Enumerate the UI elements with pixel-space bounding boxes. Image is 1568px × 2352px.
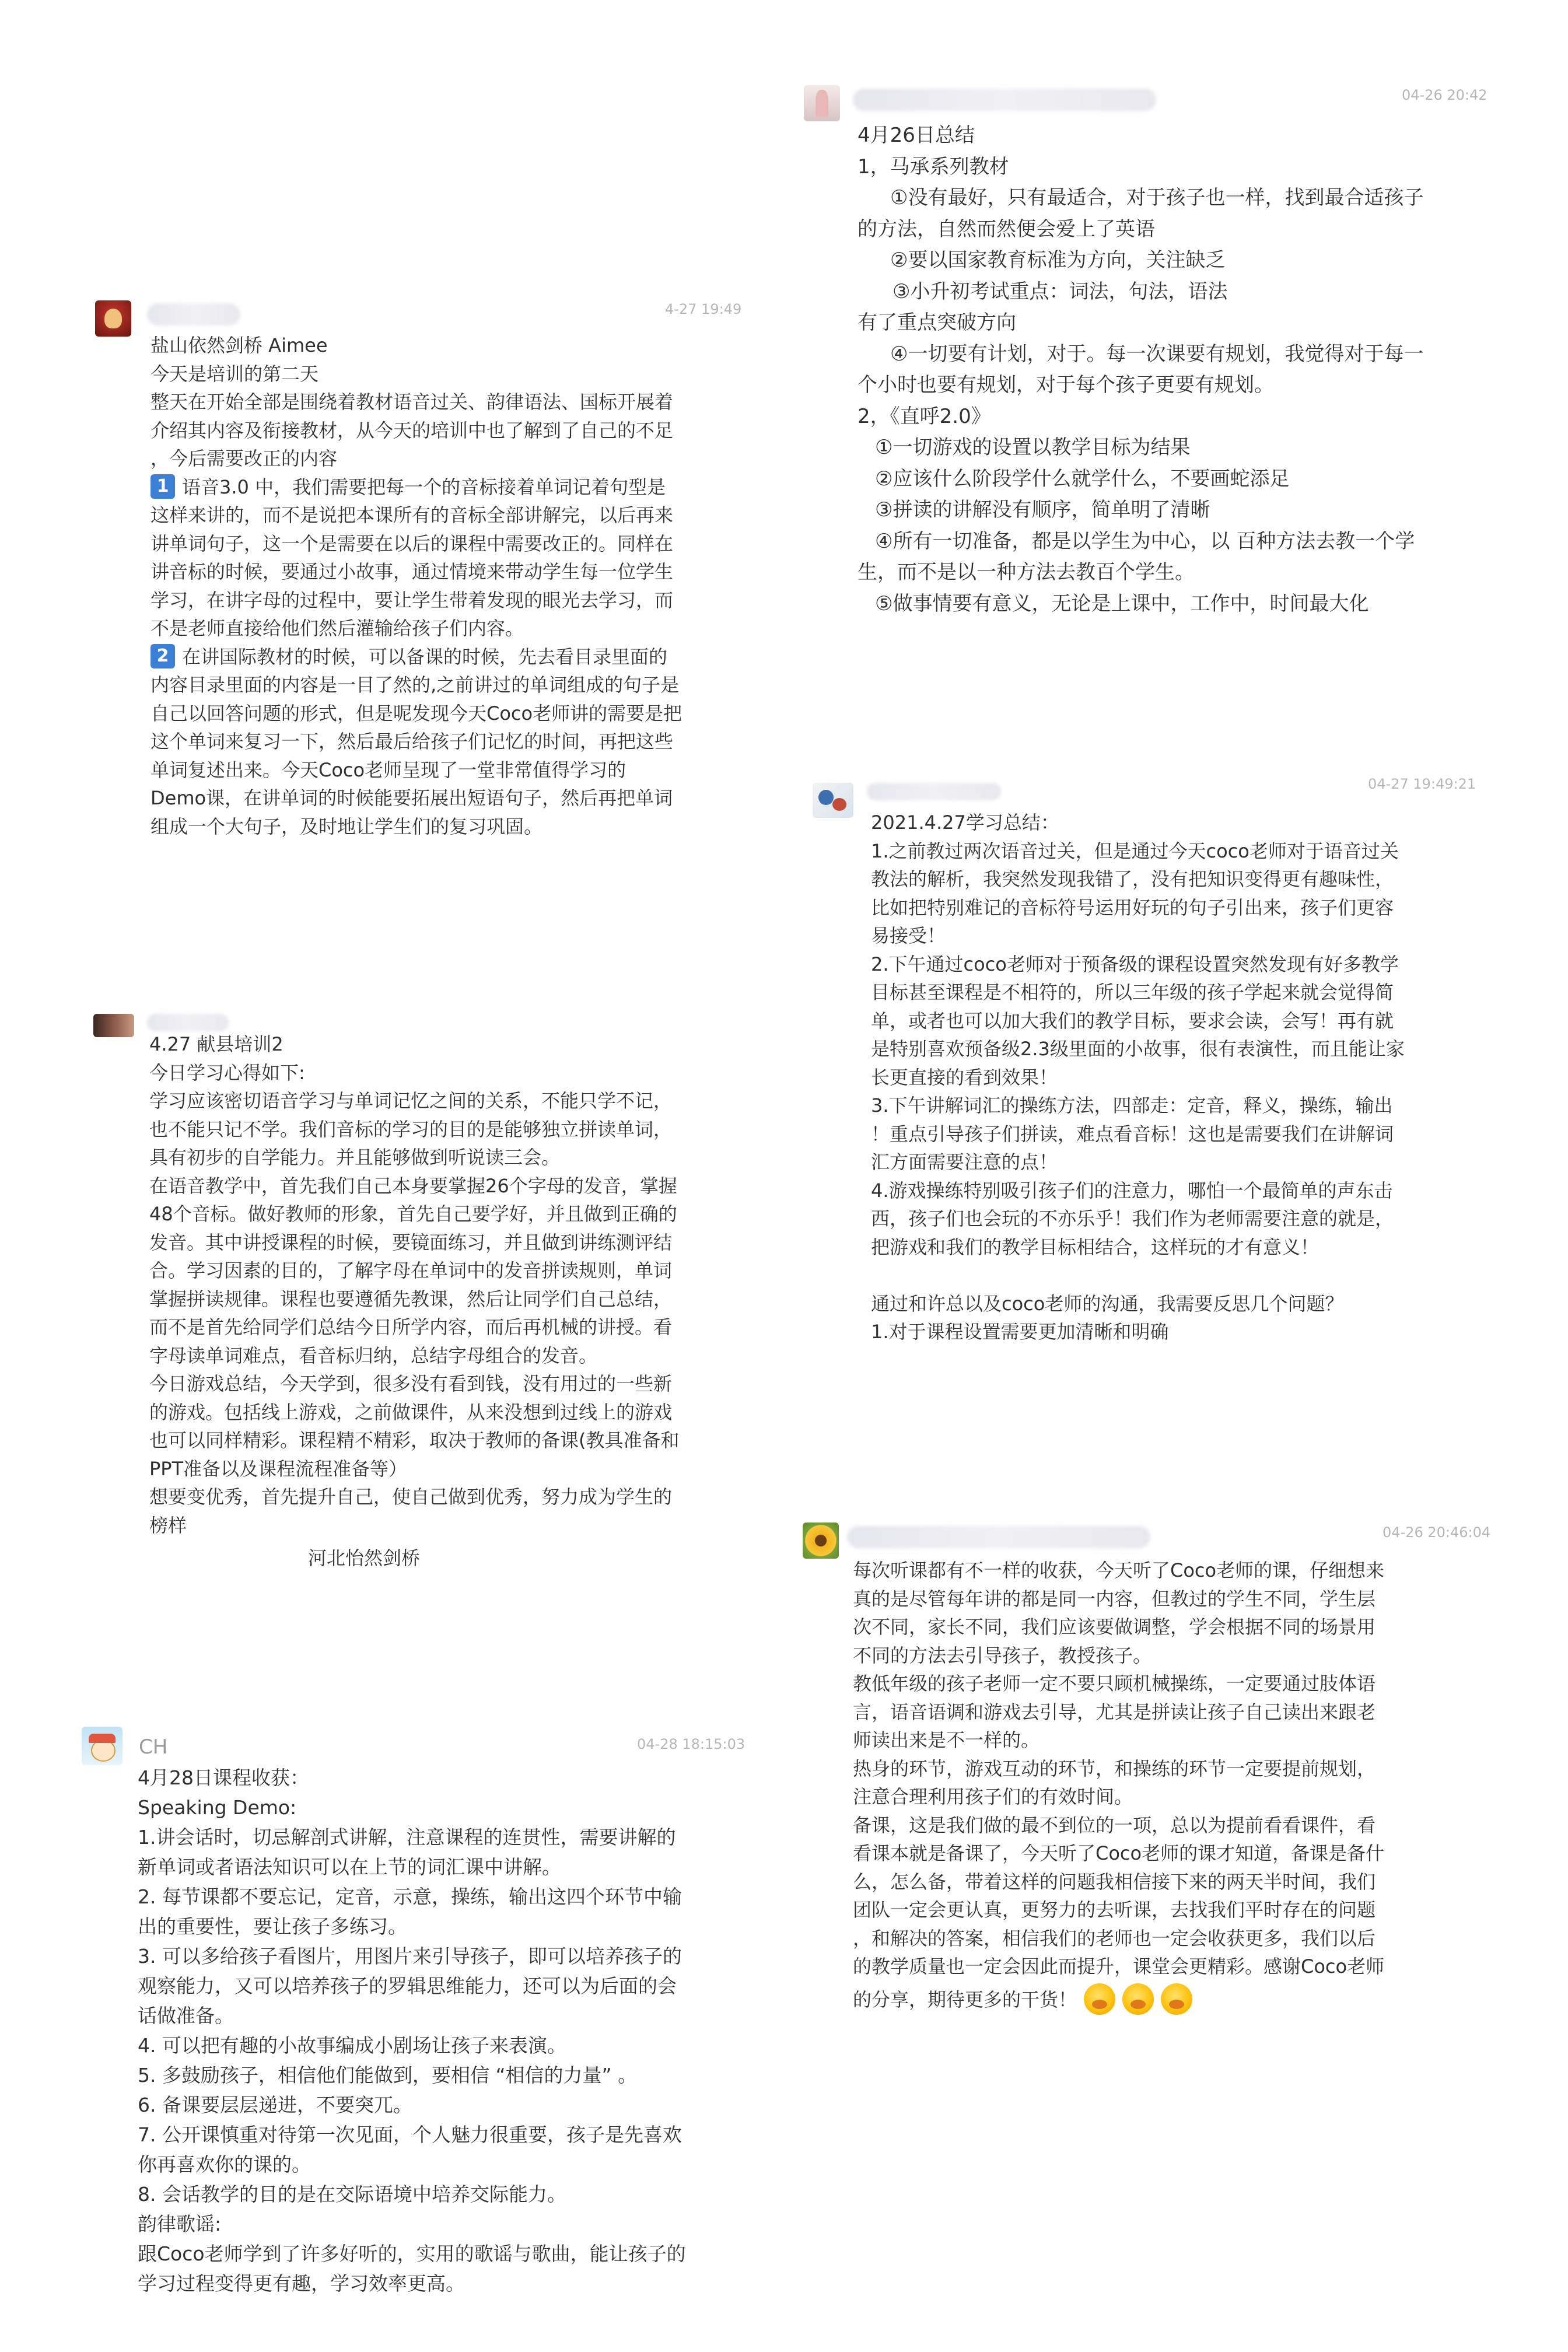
post-line: 而不是首先给同学们总结今日所学内容，而后再机械的讲授。看 bbox=[149, 1316, 673, 1338]
post-timestamp: 04-26 20:46:04 bbox=[1382, 1524, 1491, 1541]
post-line: 1，马承系列教材 bbox=[858, 155, 1009, 178]
post-line: PPT准备以及课程流程准备等） bbox=[149, 1457, 408, 1480]
post-line: 师读出来是不一样的。 bbox=[853, 1729, 1040, 1751]
post-body bbox=[871, 808, 1513, 1343]
post-line: 合。学习因素的目的，了解字母在单词中的发音拼读规则，单词 bbox=[149, 1259, 673, 1282]
post-line bbox=[150, 473, 682, 502]
post-line: 48个音标。做好教师的形象，首先自己要学好，并且做到正确的 bbox=[149, 1203, 677, 1225]
post-timestamp: 4-27 19:49 bbox=[665, 301, 742, 317]
signature: 河北怡然剑桥 bbox=[308, 1547, 421, 1569]
post-line: 把游戏和我们的教学目标相结合，这样玩的才有意义！ bbox=[871, 1236, 1320, 1258]
post-line: 看课本就是备课了，今天听了Coco老师的课才知道，备课是备什 bbox=[853, 1842, 1385, 1864]
post-body bbox=[150, 331, 682, 841]
post-line: ⑤做事情要有意义，无论是上课中，工作中，时间最大化 bbox=[875, 592, 1369, 615]
blurred-username bbox=[867, 783, 1001, 800]
post-line: 今天是培训的第二天 bbox=[150, 362, 319, 385]
post-line: 盐山依然剑桥 Aimee bbox=[150, 334, 328, 356]
post-line: 想要变优秀，首先提升自己，使自己做到优秀，努力成为学生的 bbox=[149, 1486, 673, 1508]
post-line: 易接受！ bbox=[871, 925, 946, 947]
post-line: 1.讲会话时，切忌解剖式讲解，注意课程的连贯性，需要讲解的 bbox=[138, 1826, 676, 1849]
post-line: ，今后需要改正的内容 bbox=[150, 447, 338, 470]
post-line: 西，孩子们也会玩的不亦乐乎！我们作为老师需要注意的就是， bbox=[871, 1208, 1394, 1230]
post-line: 1.对于课程设置需要更加清晰和明确 bbox=[871, 1321, 1169, 1343]
user-avatar[interactable] bbox=[813, 783, 853, 818]
post-line: 掌握拼读规律。课程也要遵循先教课，然后让同学们自己总结， bbox=[149, 1287, 673, 1310]
post-line: 内容目录里面的内容是一目了然的,之前讲过的单词组成的句子是 bbox=[150, 674, 680, 696]
post-body bbox=[858, 120, 1423, 620]
post-line: 讲单词句子，这一个是需要在以后的课程中需要改正的。同样在 bbox=[150, 532, 674, 555]
post-line: 2021.4.27学习总结： bbox=[871, 811, 1059, 834]
post-line: 今日学习心得如下: bbox=[149, 1061, 305, 1084]
post-line: 有了重点突破方向 bbox=[858, 311, 1016, 334]
post-line: 单，或者也可以加大我们的教学目标，要求会读，会写！再有就 bbox=[871, 1009, 1394, 1032]
post-body bbox=[149, 1030, 680, 1573]
post-line: 学习，在讲字母的过程中，要让学生带着发现的眼光去学习，而 bbox=[150, 589, 674, 611]
user-avatar[interactable] bbox=[804, 85, 840, 121]
post-line: 组成一个大句子，及时地让学生们的复习巩固。 bbox=[150, 815, 543, 838]
post-line: 备课，这是我们做的最不到位的一项，总以为提前看看课件，看 bbox=[853, 1814, 1376, 1836]
post-line: ！重点引导孩子们拼读，难点看音标！这也是需要我们在讲解词 bbox=[871, 1122, 1394, 1145]
post-line bbox=[871, 1261, 1513, 1290]
post-line: 目标甚至课程是不相符的，所以三年级的孩子学起来就会觉得简 bbox=[871, 981, 1394, 1003]
post-line: 3.下午讲解词汇的操练方法，四部走：定音，释义，操练，输出 bbox=[871, 1094, 1393, 1116]
post-line: 言，语音语调和游戏去引导，尤其是拼读让孩子自己读出来跟老 bbox=[853, 1700, 1376, 1723]
post-body bbox=[138, 1763, 686, 2298]
blurred-username bbox=[853, 89, 1156, 111]
post-line: 学习过程变得更有趣，学习效率更高。 bbox=[138, 2272, 465, 2295]
post-line: 教法的解析，我突然发现我错了，没有把知识变得更有趣味性， bbox=[871, 868, 1394, 890]
post-line: 整天在开始全部是围绕着教材语音过关、韵律语法、国标开展着 bbox=[150, 391, 674, 413]
post-line: 新单词或者语法知识可以在上节的词汇课中讲解。 bbox=[138, 1856, 561, 1878]
post-line: 5. 多鼓励孩子，相信他们能做到，要相信 “相信的力量” 。 bbox=[138, 2064, 638, 2087]
post-line: 3. 可以多给孩子看图片，用图片来引导孩子，即可以培养孩子的 bbox=[138, 1945, 682, 1968]
post-line: 真的是尽管每年讲的都是同一内容，但教过的学生不同，学生层 bbox=[853, 1587, 1376, 1610]
post-line: 发音。其中讲授课程的时候，要镜面练习，并且做到讲练测评结 bbox=[149, 1231, 673, 1254]
post-line: Demo课，在讲单词的时候能要拓展出短语句子，然后再把单词 bbox=[150, 787, 673, 809]
post-line: 具有初步的自学能力。并且能够做到听说读三会。 bbox=[149, 1146, 561, 1168]
user-avatar[interactable] bbox=[803, 1522, 839, 1559]
face-emoji-icon bbox=[1161, 1983, 1192, 2015]
post-line: 教低年级的孩子老师一定不要只顾机械操练，一定要通过肢体语 bbox=[853, 1672, 1376, 1695]
post-line: 团队一定会更认真，更努力的去听课，去找我们平时存在的问题 bbox=[853, 1899, 1376, 1921]
post-line: 自己以回答问题的形式，但是呢发现今天Coco老师讲的需要是把 bbox=[150, 702, 682, 724]
post-line: 2.下午通过coco老师对于预备级的课程设置突然发现有好多教学 bbox=[871, 953, 1399, 975]
post-line: 么，怎么备，带着这样的问题我相信接下来的两天半时间，我们 bbox=[853, 1870, 1376, 1893]
number-badge-1: 1 bbox=[150, 474, 175, 499]
post-line: ③小升初考试重点：词法，句法，语法 bbox=[892, 279, 1228, 303]
post-line: 的教学质量也一定会因此而提升，课堂会更精彩。感谢Coco老师 bbox=[853, 1955, 1385, 1978]
post-line: 这样来讲的，而不是说把本课所有的音标全部讲解完，以后再来 bbox=[150, 504, 674, 526]
blurred-username bbox=[847, 1526, 1150, 1548]
post-line: 学习应该密切语音学习与单词记忆之间的关系，不能只学不记， bbox=[149, 1090, 673, 1112]
post-timestamp: 04-27 19:49:21 bbox=[1368, 776, 1476, 789]
post-line: 不是老师直接给他们然后灌输给孩子们内容。 bbox=[150, 617, 524, 639]
post-line: 你再喜欢你的课的。 bbox=[138, 2153, 311, 2176]
post-line: ②要以国家教育标准为方向，关注缺乏 bbox=[890, 249, 1226, 272]
face-emoji-icon bbox=[1122, 1983, 1154, 2015]
post-line: 不同的方法去引导孩子，教授孩子。 bbox=[853, 1644, 1152, 1667]
post-line: 8. 会话教学的目的是在交际语境中培养交际能力。 bbox=[138, 2183, 566, 2206]
post-line: 榜样 bbox=[149, 1514, 187, 1536]
post-line: 生，而不是以一种方法去教百个学生。 bbox=[858, 561, 1195, 584]
number-badge-2: 2 bbox=[150, 644, 175, 668]
post-line: 2，《直呼2.0》 bbox=[858, 404, 991, 428]
post-line: 1.之前教过两次语音过关，但是通过今天coco老师对于语音过关 bbox=[871, 839, 1399, 862]
post-line: ③拼读的讲解没有顺序，简单明了清晰 bbox=[875, 498, 1210, 522]
post-line-text: 在讲国际教材的时候，可以备课的时候，先去看目录里面的 bbox=[182, 645, 668, 668]
post-line: 这个单词来复习一下，然后最后给孩子们记忆的时间，再把这些 bbox=[150, 730, 674, 752]
post-line: 的游戏。包括线上游戏，之前做课件，从来没想到过线上的游戏 bbox=[149, 1401, 673, 1423]
post-line: 热身的环节，游戏互动的环节，和操练的环节一定要提前规划， bbox=[853, 1757, 1376, 1780]
post-line bbox=[150, 643, 682, 671]
post-line: 4月28日课程收获： bbox=[138, 1766, 309, 1789]
post-line: 汇方面需要注意的点！ bbox=[871, 1151, 1058, 1173]
post-line: 字母读单词难点，看音标归纳，总结字母组合的发音。 bbox=[149, 1344, 598, 1367]
post-line: 今日游戏总结，今天学到，很多没有看到钱，没有用过的一些新 bbox=[149, 1373, 673, 1395]
post-line: 2. 每节课都不要忘记，定音，示意，操练，输出这四个环节中输 bbox=[138, 1885, 682, 1908]
blurred-username bbox=[147, 303, 240, 326]
post-line: 是特别喜欢预备级2.3级里面的小故事，很有表演性，而且能让家 bbox=[871, 1038, 1405, 1060]
blurred-username bbox=[147, 1014, 229, 1031]
post-line: ①一切游戏的设置以教学目标为结果 bbox=[875, 436, 1191, 459]
post-line: 7. 公开课慎重对待第一次见面，个人魅力很重要，孩子是先喜欢 bbox=[138, 2123, 682, 2146]
post-timestamp: 04-28 18:15:03 bbox=[637, 1736, 746, 1752]
post-line: 在语音教学中，首先我们自己本身要掌握26个字母的发音，掌握 bbox=[149, 1174, 677, 1197]
user-avatar[interactable] bbox=[95, 300, 131, 337]
post-line: 讲音标的时候，要通过小故事，通过情境来带动学生每一位学生 bbox=[150, 561, 674, 583]
post-line: ④所有一切准备，都是以学生为中心，以 百种方法去教一个学 bbox=[875, 529, 1415, 553]
post-timestamp: 04-26 20:42 bbox=[1402, 87, 1488, 103]
post-line: 也不能只记不学。我们音标的学习的目的是能够独立拼读单词， bbox=[149, 1118, 673, 1140]
post-line: 介绍其内容及衔接教材，从今天的培训中也了解到了自己的不足 bbox=[150, 419, 674, 442]
post-line: 6. 备课要层层递进，不要突兀。 bbox=[138, 2094, 412, 2116]
post-line bbox=[853, 1981, 1384, 2018]
post-line: 长更直接的看到效果！ bbox=[871, 1066, 1058, 1088]
post-line: 4. 可以把有趣的小故事编成小剧场让孩子来表演。 bbox=[138, 2034, 566, 2057]
post-line: 话做准备。 bbox=[138, 2004, 234, 2027]
username[interactable]: CH bbox=[139, 1735, 168, 1759]
post-line-text: 的分享，期待更多的干货！ bbox=[853, 1988, 1077, 2011]
post-line: 4.27 献县培训2 bbox=[149, 1033, 284, 1055]
post-line: 个小时也要有规划，对于每个孩子更要有规划。 bbox=[858, 373, 1274, 397]
post-line-text: 语音3.0 中，我们需要把每一个的音标接着单词记着句型是 bbox=[182, 475, 666, 498]
post-line: ①没有最好，只有最适合，对于孩子也一样，找到最合适孩子 bbox=[890, 186, 1424, 209]
post-line: 跟Coco老师学到了许多好听的，实用的歌谣与歌曲，能让孩子的 bbox=[138, 2242, 686, 2265]
post-line: 4.游戏操练特别吸引孩子们的注意力，哪怕一个最简单的声东击 bbox=[871, 1179, 1393, 1202]
post-line: 也可以同样精彩。课程精不精彩，取决于教师的备课(教具准备和 bbox=[149, 1429, 680, 1451]
post-line: Speaking Demo: bbox=[138, 1796, 297, 1819]
post-line: 通过和许总以及coco老师的沟通，我需要反思几个问题？ bbox=[871, 1292, 1344, 1315]
face-emoji-icon bbox=[1084, 1983, 1115, 2015]
post-line: 观察能力，又可以培养孩子的罗辑思维能力，还可以为后面的会 bbox=[138, 1975, 677, 1997]
post-line: 比如把特别难记的音标符号运用好玩的句子引出来，孩子们更容 bbox=[871, 896, 1394, 919]
post-line: ，和解决的答案，相信我们的老师也一定会收获更多，我们以后 bbox=[853, 1927, 1376, 1950]
user-avatar[interactable] bbox=[82, 1727, 123, 1765]
post-line: 4月26日总结 bbox=[858, 124, 975, 147]
post-body bbox=[853, 1556, 1384, 2018]
post-line: 次不同，家长不同，我们应该要做调整，学会根据不同的场景用 bbox=[853, 1616, 1376, 1638]
user-avatar[interactable] bbox=[93, 1014, 134, 1037]
post-line: ②应该什么阶段学什么就学什么，不要画蛇添足 bbox=[875, 467, 1290, 491]
post-line: 的方法，自然而然便会爱上了英语 bbox=[858, 217, 1155, 241]
post-line: 注意合理利用孩子们的有效时间。 bbox=[853, 1786, 1133, 1808]
post-line: 出的重要性，要让孩子多练习。 bbox=[138, 1915, 407, 1938]
post-line: 韵律歌谣: bbox=[138, 2213, 222, 2235]
post-line: 单词复述出来。今天Coco老师呈现了一堂非常值得学习的 bbox=[150, 758, 626, 781]
post-line: ④一切要有计划，对于。每一次课要有规划，我觉得对于每一 bbox=[890, 342, 1424, 366]
post-line: 每次听课都有不一样的收获，今天听了Coco老师的课，仔细想来 bbox=[853, 1559, 1385, 1581]
